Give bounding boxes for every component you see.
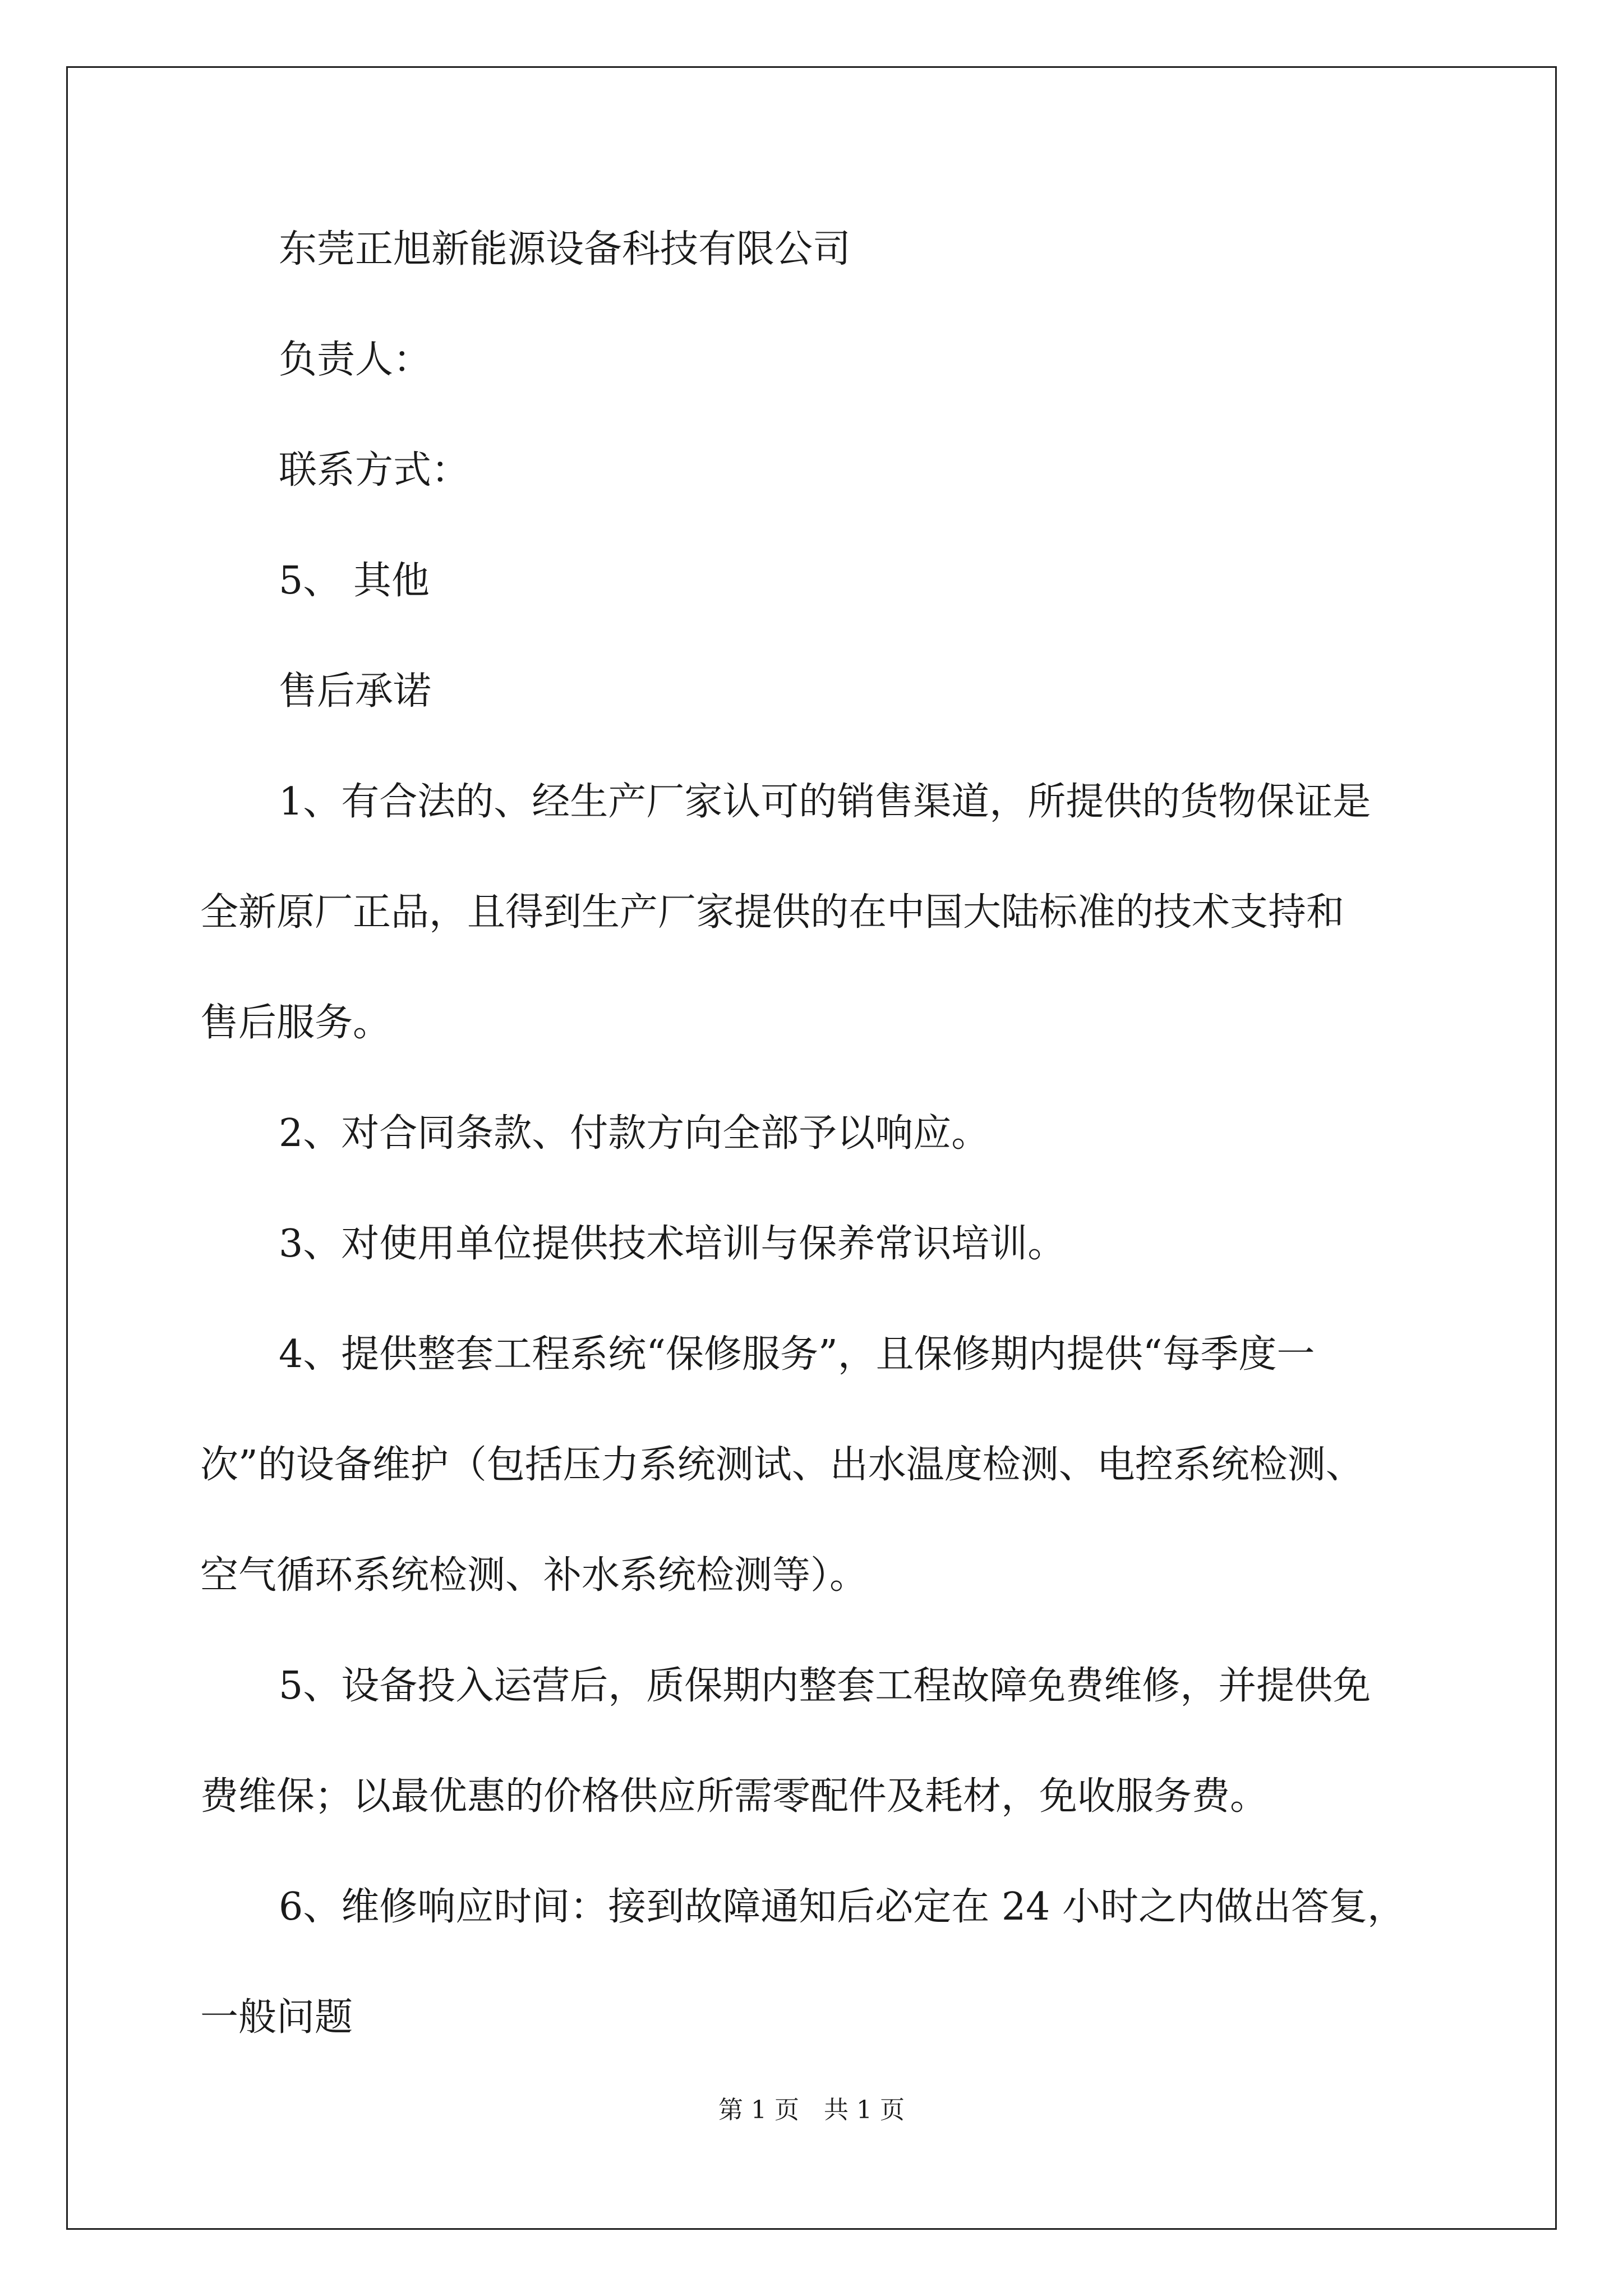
paragraph-4-line-1: 4、提供整套工程系统“保修服务”，且保修期内提供“每季度一 — [279, 1332, 1315, 1377]
paragraph-2: 2、对合同条款、付款方向全部予以响应。 — [279, 1111, 990, 1156]
paragraph-4-line-2: 次”的设备维护（包括压力系统测试、出水温度检测、电控系统检测、 — [200, 1443, 1364, 1487]
paragraph-5-line-2: 费维保；以最优惠的价格供应所需零配件及耗材，免收服务费。 — [200, 1774, 1269, 1819]
responsible-person-label: 负责人： — [279, 338, 432, 382]
paragraph-1-line-2: 全新原厂正品，且得到生产厂家提供的在中国大陆标准的技术支持和 — [200, 890, 1345, 935]
paragraph-3: 3、对使用单位提供技术培训与保养常识培训。 — [279, 1222, 1066, 1266]
paragraph-1-line-3: 售后服务。 — [200, 1001, 391, 1045]
page-number-footer: 第 1 页 共 1 页 — [718, 2096, 905, 2124]
paragraph-1-line-1: 1、有合法的、经生产厂家认可的销售渠道，所提供的货物保证是 — [279, 780, 1371, 824]
paragraph-4-line-3: 空气循环系统检测、补水系统检测等）。 — [200, 1553, 868, 1598]
paragraph-5-line-1: 5、设备投入运营后，质保期内整套工程故障免费维修，并提供免 — [279, 1664, 1371, 1708]
paragraph-6-line-1: 6、维修响应时间：接到故障通知后必定在 24 小时之内做出答复， — [279, 1885, 1406, 1929]
section-other-heading: 5、 其他 — [279, 559, 430, 603]
company-name: 东莞正旭新能源设备科技有限公司 — [279, 227, 851, 272]
paragraph-6-line-2: 一般问题 — [200, 1995, 353, 2040]
after-sales-heading: 售后承诺 — [279, 669, 432, 714]
contact-label: 联系方式： — [279, 448, 470, 493]
